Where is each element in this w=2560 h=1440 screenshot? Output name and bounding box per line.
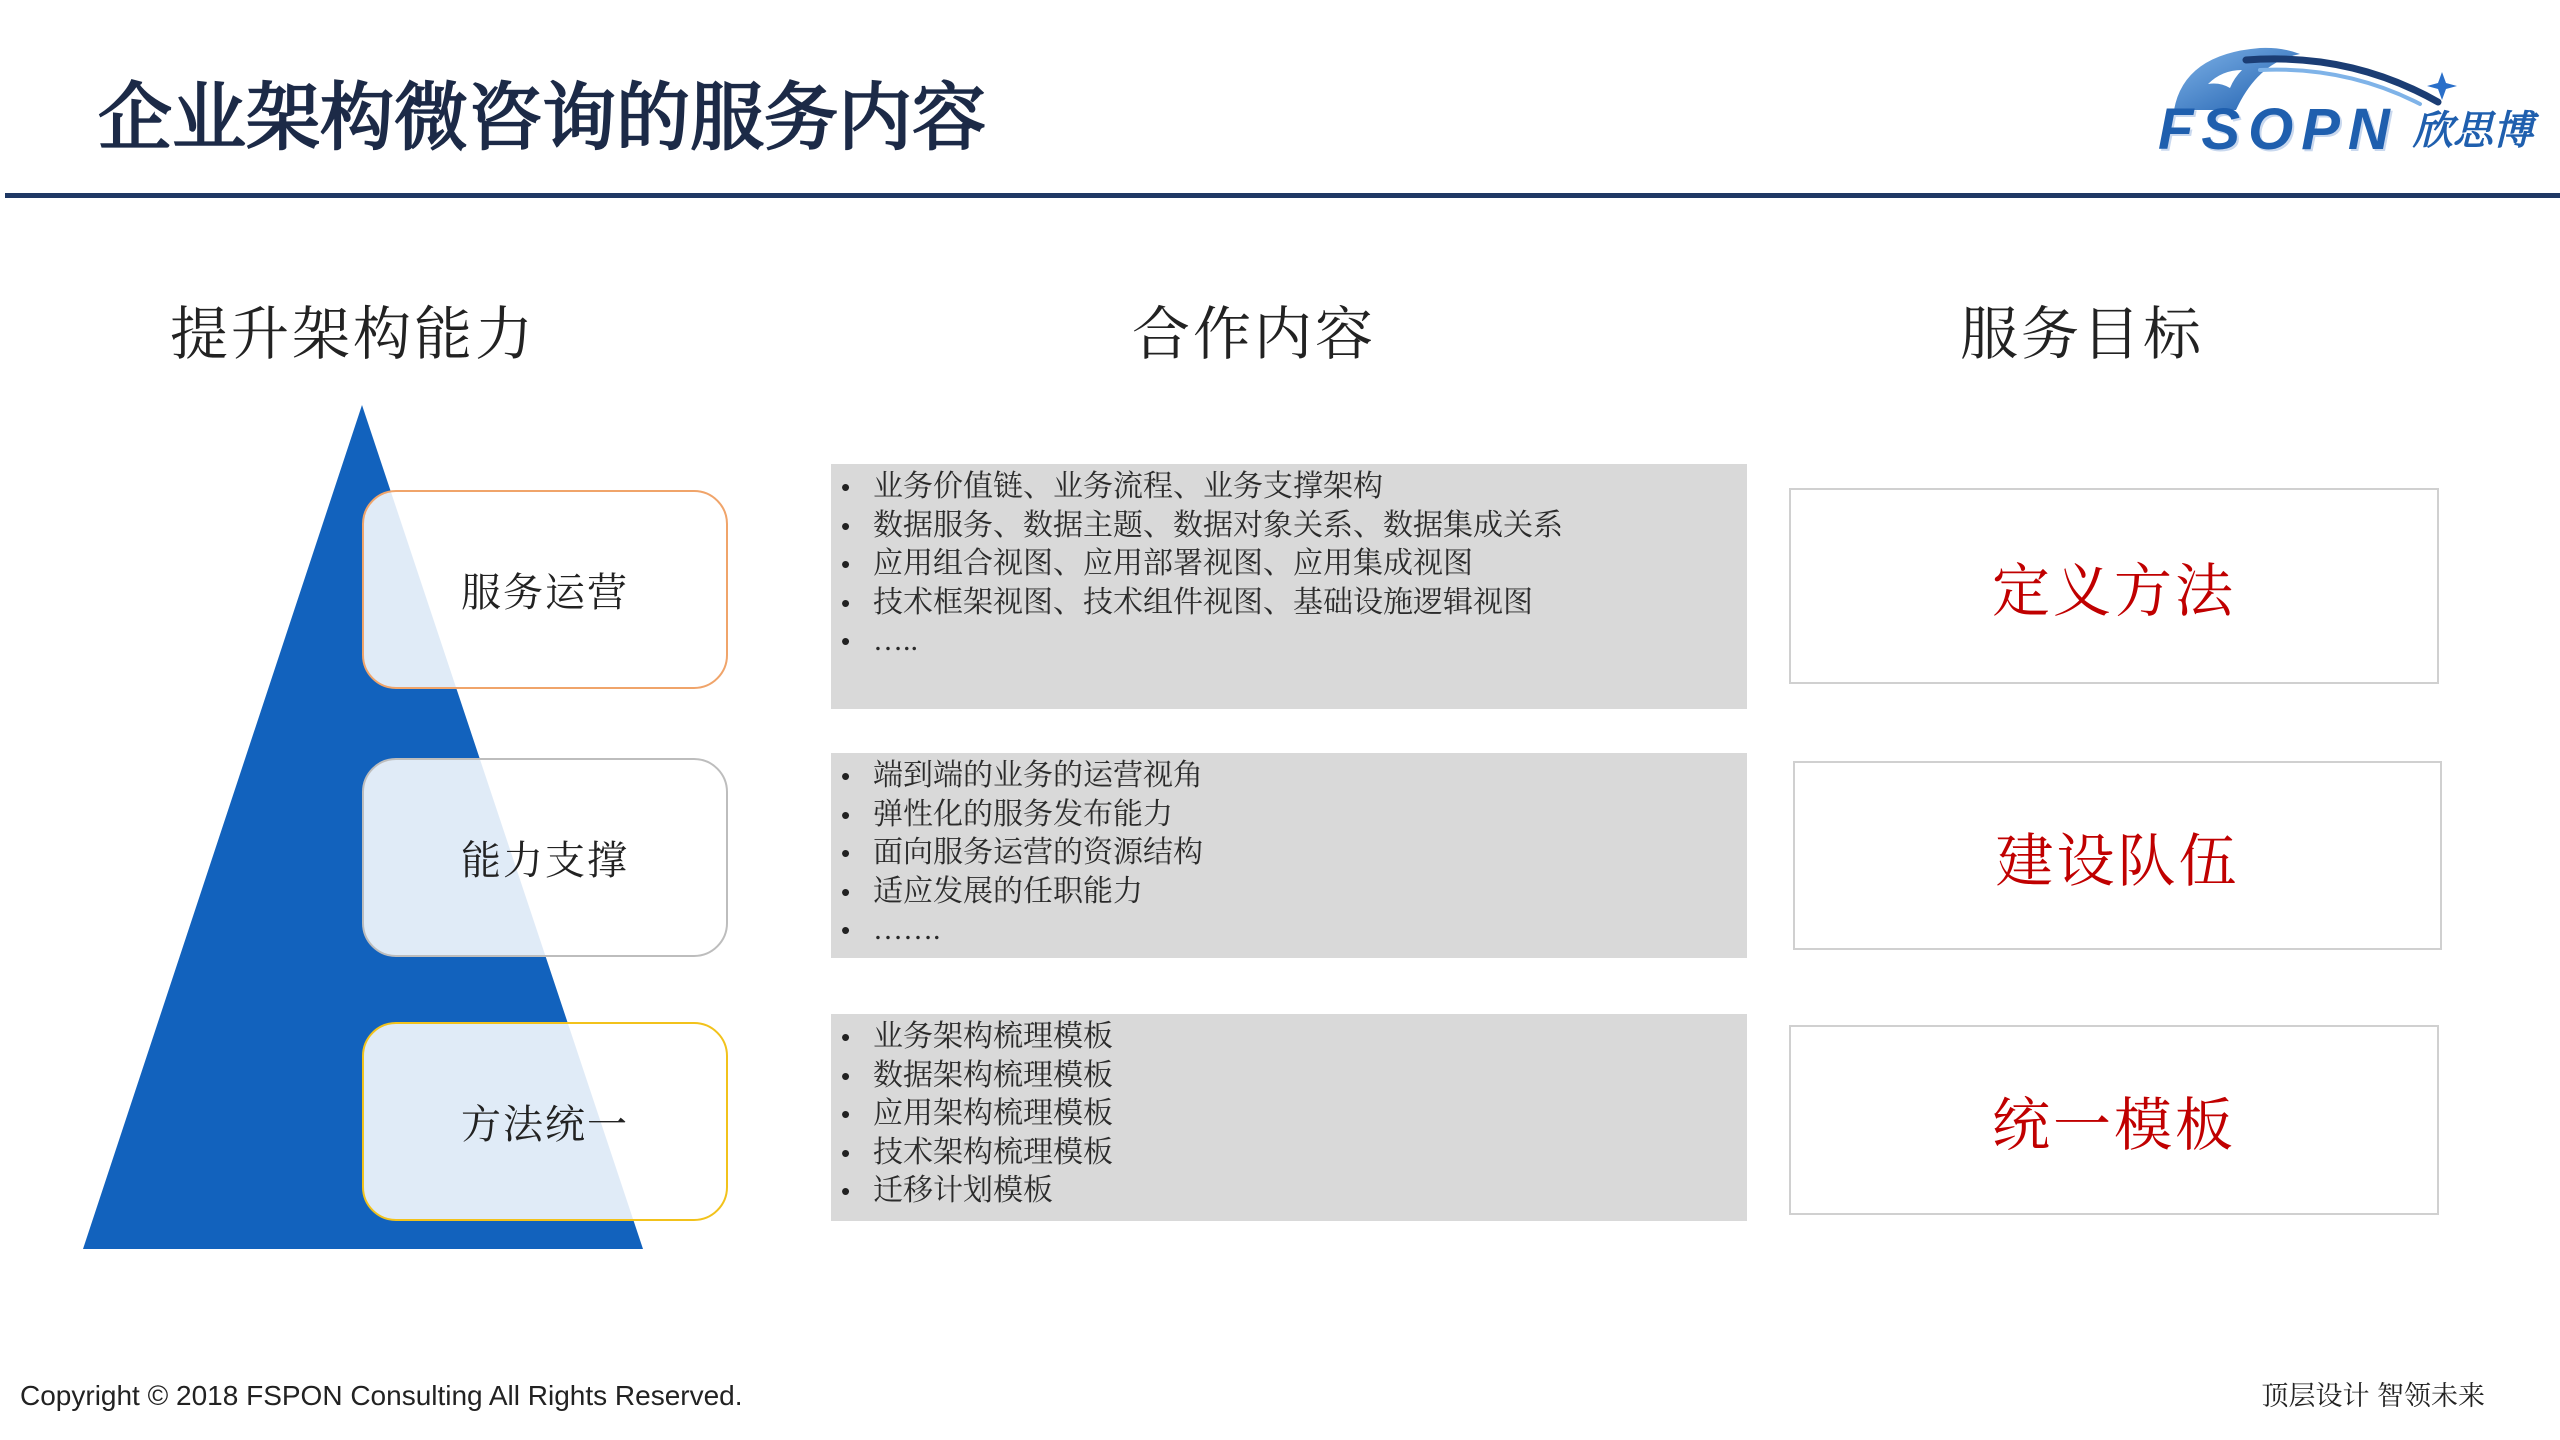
list-item (831, 468, 1747, 507)
bullet-icon: • (841, 1060, 851, 1091)
cooperation-list (831, 468, 1747, 661)
list-item (831, 584, 1747, 623)
list-item (831, 757, 1747, 796)
goal-unify-template: 统一模板 (1789, 1025, 2439, 1215)
cooperation-list (831, 1018, 1747, 1211)
pyramid-level-method-unification: 方法统一 (362, 1022, 728, 1221)
list-item-text: 应用架构梳理模板 (873, 1097, 1113, 1130)
list-item (831, 1172, 1747, 1211)
heading-improve-capability: 提升架构能力 (169, 302, 536, 367)
cooperation-list (831, 757, 1747, 950)
goal-build-team: 建设队伍 (1793, 761, 2442, 950)
logo-wordmark: FSOPN (2158, 97, 2398, 162)
bullet-icon: • (841, 761, 851, 791)
list-item (831, 796, 1747, 835)
list-item-text: 弹性化的服务发布能力 (873, 797, 1173, 831)
list-item-text: ….. (873, 624, 918, 657)
bullet-icon: • (841, 876, 851, 907)
list-item (831, 507, 1747, 546)
logo-chinese-name: 欣思博 (2413, 109, 2533, 153)
list-item (831, 1095, 1747, 1134)
slide-title: 企业架构微咨询的服务内容 (98, 76, 986, 159)
bullet-icon: • (841, 1099, 851, 1129)
bullet-icon: • (841, 510, 851, 541)
list-item (831, 834, 1747, 873)
list-item-text: 业务架构梳理模板 (873, 1020, 1113, 1053)
bullet-icon: • (841, 587, 851, 618)
footer-slogan: 顶层设计 智领未来 (2261, 1381, 2485, 1411)
list-item-text: 迁移计划模板 (873, 1174, 1053, 1207)
list-item-text: 应用组合视图、应用部署视图、应用集成视图 (873, 547, 1473, 580)
cooperation-box-2 (831, 753, 1747, 958)
list-item-text: 端到端的业务的运营视角 (873, 759, 1203, 792)
cooperation-box-3 (831, 1014, 1747, 1221)
heading-cooperation-content: 合作内容 (1131, 302, 1376, 367)
list-item-text: 技术架构梳理模板 (873, 1135, 1113, 1169)
list-item (831, 873, 1747, 912)
list-item-text: 数据服务、数据主题、数据对象关系、数据集成关系 (873, 508, 1563, 542)
bullet-icon: • (841, 799, 851, 830)
company-logo (2150, 40, 2550, 170)
goal-define-method: 定义方法 (1789, 488, 2439, 684)
list-item-text: 业务价值链、业务流程、业务支撑架构 (873, 470, 1383, 503)
pyramid-level-service-operation: 服务运营 (362, 490, 728, 689)
list-item (831, 1018, 1747, 1057)
list-item-text: 数据架构梳理模板 (873, 1058, 1113, 1092)
list-item-text: 面向服务运营的资源结构 (873, 836, 1203, 869)
heading-service-goals: 服务目标 (1959, 302, 2204, 367)
list-item (831, 911, 1747, 950)
bullet-icon: • (841, 915, 851, 945)
bullet-icon: • (841, 1137, 851, 1168)
bullet-icon: • (841, 472, 851, 502)
bullet-icon: • (841, 1022, 851, 1052)
cooperation-box-1 (831, 464, 1747, 709)
bullet-icon: • (841, 838, 851, 868)
pyramid-level-capability-support: 能力支撑 (362, 758, 728, 957)
list-item-text: ……. (873, 913, 941, 946)
bullet-icon: • (841, 549, 851, 579)
list-item (831, 1057, 1747, 1096)
bullet-icon: • (841, 626, 851, 656)
list-item (831, 1134, 1747, 1173)
list-item (831, 545, 1747, 584)
list-item-text: 技术框架视图、技术组件视图、基础设施逻辑视图 (873, 585, 1533, 619)
bullet-icon: • (841, 1176, 851, 1206)
list-item (831, 622, 1747, 661)
footer-copyright: Copyright © 2018 FSPON Consulting All Rights Reserved. (20, 1380, 743, 1411)
list-item-text: 适应发展的任职能力 (873, 874, 1143, 908)
